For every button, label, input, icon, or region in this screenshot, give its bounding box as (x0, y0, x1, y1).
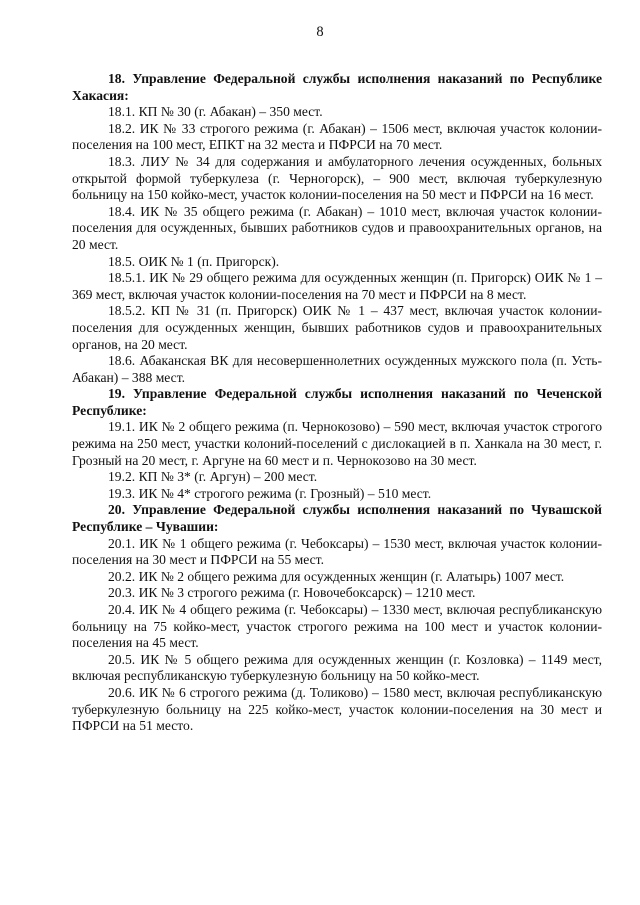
list-item: 18.5. ОИК № 1 (п. Пригорск). (108, 253, 280, 269)
list-item: 18.6. Абаканская ВК для несовершеннолетних осужденных мужского пола (п. Усть-Абакан) – 388 мест. (72, 353, 602, 385)
list-item: 18.3. ЛИУ № 34 для содержания и амбулаторного лечения осужденных, больных открытой формой туберкулеза (г. Черногорск), – 900 мест, включая туберкулезную больницу на 150 койко-мест, участок колонии-поселения на 50 мест и ПФРСИ на 16 мест. (72, 153, 602, 203)
document-body (72, 71, 602, 735)
list-item: 18.5.1. ИК № 29 общего режима для осужденных женщин (п. Пригорск) ОИК № 1 – 369 мест, включая участок колонии-поселения на 70 мест и ПФРСИ на 8 мест. (72, 270, 602, 302)
list-item: 20.6. ИК № 6 строгого режима (д. Толиково) – 1580 мест, включая республиканскую туберкулезную больницу на 225 койко-мест, участок колонии-поселения на 30 мест и ПФРСИ на 51 место. (72, 684, 602, 734)
section-title: Управление Федеральной службы исполнения наказаний по Республике Хакасия: (72, 71, 602, 103)
list-item: 19.2. КП № 3* (г. Аргун) – 200 мест. (108, 469, 318, 485)
section-title: Управление Федеральной службы исполнения наказаний по Чеченской Республике: (72, 386, 602, 418)
section-heading (72, 71, 602, 104)
list-item: 20.5. ИК № 5 общего режима для осужденных женщин (г. Козловка) – 1149 мест, включая республиканскую туберкулезную больницу на 50 койко-мест. (72, 651, 602, 684)
section-number: 19. (108, 386, 125, 402)
list-item: 19.3. ИК № 4* строгого режима (г. Грозный) – 510 мест. (108, 485, 432, 501)
list-item: 19.1. ИК № 2 общего режима (п. Чернокозово) – 590 мест, включая участок строгого режима на 250 мест, участки колоний-поселений с дислокацией в п. Ханкала на 30 мест, г. Грозный на 20 мест, г. Аргуне на 60 мест и п. Чернокозово на 30 мест. (72, 419, 602, 468)
section-heading (72, 502, 602, 535)
section-heading (72, 386, 602, 419)
section-title: Управление Федеральной службы исполнения наказаний по Чувашской Республике – Чувашии: (72, 502, 602, 535)
list-item: 18.1. КП № 30 (г. Абакан) – 350 мест. (108, 104, 323, 120)
section-number: 20. (108, 502, 125, 518)
list-item: 20.4. ИК № 4 общего режима (г. Чебоксары) – 1330 мест, включая республиканскую больницу на 75 койко-мест, участок строгого режима на 100 мест и участок колонии-поселения на 45 мест. (72, 602, 602, 651)
section-number: 18. (108, 71, 125, 86)
list-item: 18.2. ИК № 33 строгого режима (г. Абакан) – 1506 мест, включая участок колонии-поселения на 100 мест, ЕПКТ на 32 места и ПФРСИ на 70 мест. (72, 120, 602, 153)
list-item: 20.1. ИК № 1 общего режима (г. Чебоксары) – 1530 мест, включая участок колонии-поселения на 30 мест и ПФРСИ на 55 мест. (72, 535, 602, 568)
list-item: 20.3. ИК № 3 строгого режима (г. Новочебоксарск) – 1210 мест. (108, 585, 476, 601)
list-item: 18.5.2. КП № 31 (п. Пригорск) ОИК № 1 – 437 мест, включая участок колонии-поселения для осужденных женщин, бывших работников судов и правоохранительных органов, на 20 мест. (72, 303, 602, 352)
page-number: 8 (316, 24, 324, 40)
list-item: 20.2. ИК № 2 общего режима для осужденных женщин (г. Алатырь) 1007 мест. (108, 568, 565, 584)
list-item: 18.4. ИК № 35 общего режима (г. Абакан) – 1010 мест, включая участок колонии-поселения для осужденных, бывших работников судов и правоохранительных органов, на 20 мест. (72, 203, 602, 252)
